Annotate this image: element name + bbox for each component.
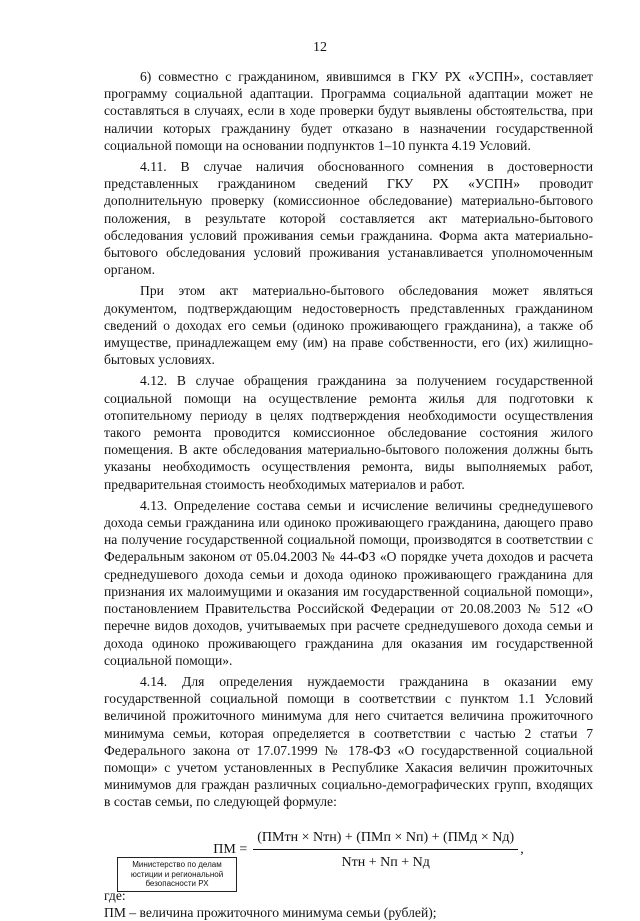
formula-denominator: Nтн + Nп + Nд: [341, 854, 430, 870]
page-number: 12: [313, 40, 327, 55]
definition-pm: ПМ – величина прожиточного минимума семьи (рублей);: [104, 905, 437, 921]
paragraph-4-13: 4.13. Определение состава семьи и исчисление величины среднедушевого дохода семьи гражданина или одиноко проживающего гражданина, дающего право на получение государственной социальной помощи, производятся в соответствии с Федеральным законом от 05.04.2003 № 44-ФЗ «О порядке учета доходов и расчета среднедушевого дохода семьи и дохода одиноко проживающего гражданина для признания их малоимущими и оказания им государственной социальной помощи», постановлением Правительства Российской Федерации от 20.08.2003 № 512 «О перечне видов доходов, учитываемых при расчете среднедушевого дохода семьи и дохода одиноко проживающего гражданина для оказания им государственной социальной помощи».: [104, 497, 593, 668]
formula-lhs: ПМ =: [213, 842, 248, 858]
formula-numerator: (ПМтн × Nтн) + (ПМп × Nп) + (ПМд × Nд): [253, 829, 518, 850]
formula-tail: ,: [520, 842, 524, 858]
where-label: где:: [104, 887, 126, 903]
paragraph-act-note: При этом акт материально-бытового обследования может являться документом, подтверждающим недостоверность представленных гражданином сведений о доходах его семьи (одиноко проживающего гражданина), а также об имуществе, принадлежащем ему (им) на праве собственности, его (их) жилищно-бытовых условиях.: [104, 283, 593, 368]
ministry-stamp: Министерство по делам юстиции и региональной безопасности РХ: [117, 857, 237, 892]
document-body: [104, 68, 593, 921]
paragraph-4-14: 4.14. Для определения нуждаемости гражданина в оказании ему государственной социальной помощи в соответствии с пунктом 1.1 Условий величиной прожиточного минимума для него считается величина прожиточного минимума семьи, которая определяется в соответствии с частью 2 статьи 7 Федерального закона от 17.07.1999 № 178-ФЗ «О государственной социальной помощи» с учетом установленных в Республике Хакасия величин прожиточных минимумов для граждан различных социально-демографических групп, входящих в состав семьи, по следующей формуле:: [104, 673, 593, 810]
paragraph-4-12: 4.12. В случае обращения гражданина за получением государственной социальной помощи на осуществление ремонта жилья для подготовки к отопительному периоду в целях подтверждения необходимости осуществления такого ремонта проводится комиссионное обследование состояния жилого помещения. В акте обследования материально-бытового положения должны быть указаны необходимость осуществления ремонта, виды выполняемых работ, предварительная стоимость необходимых материалов и работ.: [104, 373, 593, 492]
paragraph-6: 6) совместно с гражданином, явившимся в ГКУ РХ «УСПН», составляет программу социальной адаптации. Программа социальной адаптации может не составляться в случаях, если в ходе проверки будут выявлены обстоятельства, при наличии которых гражданину будет отказано в назначении государственной социальной помощи на основании подпунктов 1–10 пункта 4.19 Условий.: [104, 69, 593, 153]
paragraph-4-11: 4.11. В случае наличия обоснованного сомнения в достоверности представленных гражданином сведений ГКУ РХ «УСПН» проводит дополнительную проверку (комиссионное обследование) материально-бытового положения, в результате которой составляется акт материально-бытового обследования условий проживания семьи гражданина. Форма акта материально-бытового обследования условий проживания устанавливается уполномоченным органом.: [104, 159, 593, 278]
formula-fraction: [253, 829, 518, 871]
